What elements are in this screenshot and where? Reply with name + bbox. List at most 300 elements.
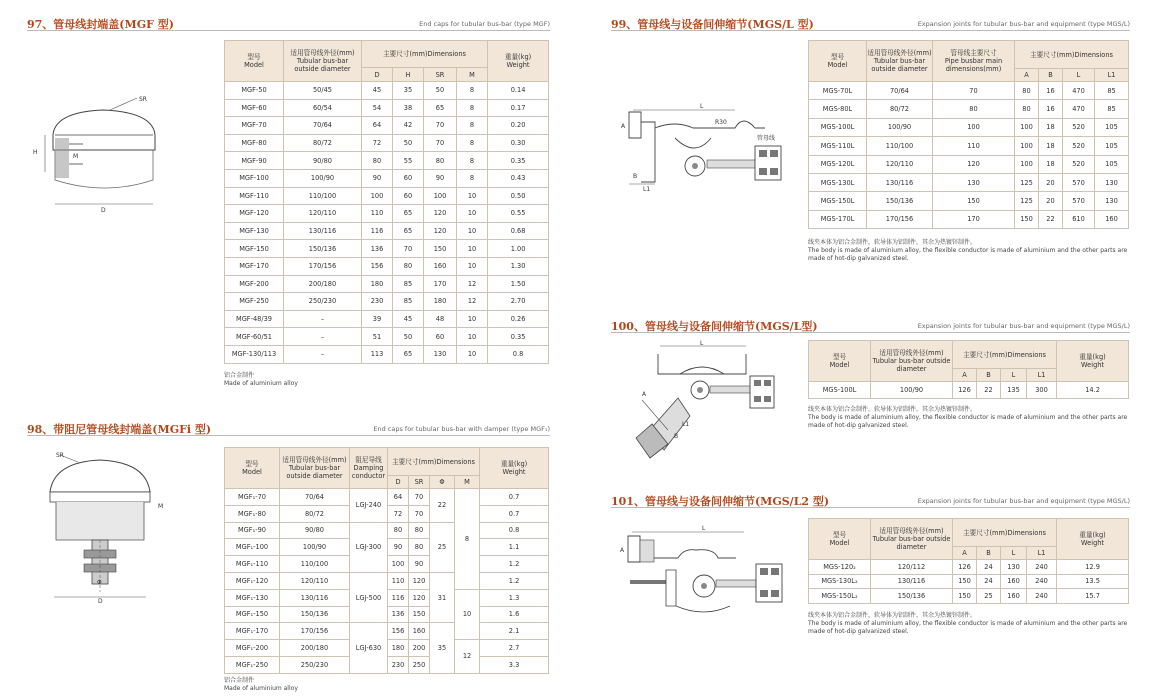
table-cell: 150 xyxy=(1015,210,1039,228)
table-cell: 65 xyxy=(393,205,424,223)
table-cell: 113 xyxy=(362,345,393,363)
l-label: L xyxy=(700,103,704,110)
table-cell: 300 xyxy=(1027,382,1057,399)
col-b: B xyxy=(977,547,1001,560)
table-row xyxy=(225,82,549,100)
table-row xyxy=(809,100,1129,118)
table-cell: 20 xyxy=(1039,192,1063,210)
table-cell: 80 xyxy=(409,522,430,539)
col-dimensions: 主要尺寸(mm)Dimensions xyxy=(1015,41,1129,69)
sr-label: SR xyxy=(56,452,64,459)
table-cell: MGF-150 xyxy=(225,240,284,258)
table-cell: 60 xyxy=(393,187,424,205)
section-100-english-title: Expansion joints for tubular bus-bar and equipment (type MGS/L) xyxy=(917,322,1130,330)
table-row xyxy=(225,328,549,346)
table-cell: 100/90 xyxy=(871,382,953,399)
table-cell: 0.14 xyxy=(488,82,549,100)
table-cell: 24 xyxy=(977,574,1001,589)
table-cell: 15.7 xyxy=(1057,589,1129,604)
table-cell: 110/100 xyxy=(280,556,350,573)
section-101-english-title: Expansion joints for tubular bus-bar and equipment (type MGS/L) xyxy=(917,497,1130,505)
table-row xyxy=(809,82,1129,100)
table-cell: 80/72 xyxy=(284,134,362,152)
l1-label: L1 xyxy=(643,186,651,193)
table-cell: MGS-150L xyxy=(809,192,867,210)
table-cell: – xyxy=(284,328,362,346)
table-cell: 60 xyxy=(424,328,457,346)
section-100-rule xyxy=(611,332,1130,333)
mgs-l2-spec-table xyxy=(808,518,1129,604)
table-cell: 570 xyxy=(1063,173,1095,191)
col-l: L xyxy=(1001,547,1027,560)
d-label: D xyxy=(101,207,106,214)
table-cell: 48 xyxy=(424,310,457,328)
col-b: B xyxy=(977,369,1001,382)
table-cell: 90/80 xyxy=(284,152,362,170)
table-cell: 80 xyxy=(1015,82,1039,100)
mgf-spec-table xyxy=(224,40,549,364)
table-cell: 160 xyxy=(1095,210,1129,228)
table-cell: 200 xyxy=(409,640,430,657)
table-cell: 90 xyxy=(388,539,409,556)
table-cell: 1.30 xyxy=(488,257,549,275)
section-100-title: 100、管母线与设备间伸缩节(MGS/L型) xyxy=(611,320,818,333)
table-row xyxy=(225,623,549,640)
table-cell: 60 xyxy=(393,169,424,187)
table-cell: 100 xyxy=(362,187,393,205)
table-cell: 120 xyxy=(424,222,457,240)
table-cell: 105 xyxy=(1095,155,1129,173)
table-cell: LGJ-300 xyxy=(350,522,388,572)
table-cell: 10 xyxy=(455,589,480,639)
table-cell: 120/112 xyxy=(871,560,953,575)
table-cell: MGF-130/113 xyxy=(225,345,284,363)
table-cell: 51 xyxy=(362,328,393,346)
table-cell: MGF₁-80 xyxy=(225,505,280,522)
table-cell: 0.20 xyxy=(488,117,549,135)
col-l1: L1 xyxy=(1095,69,1129,82)
table-cell: 130 xyxy=(1095,173,1129,191)
table-cell: 1.1 xyxy=(480,539,549,556)
table-row xyxy=(225,505,549,522)
table-cell: 45 xyxy=(362,82,393,100)
table-cell: 2.7 xyxy=(480,640,549,657)
col-weight: 重量(kg) Weight xyxy=(488,41,549,82)
table-row xyxy=(809,155,1129,173)
table-cell: MGF₁-90 xyxy=(225,522,280,539)
section-99-rule xyxy=(611,30,1130,31)
table-cell: 20 xyxy=(1039,173,1063,191)
table-cell: 200/180 xyxy=(280,640,350,657)
tube-label: 管母线 xyxy=(757,135,776,142)
table-cell: 2.1 xyxy=(480,623,549,640)
table-cell: 136 xyxy=(388,606,409,623)
table-cell: 126 xyxy=(953,560,977,575)
table-cell: 100 xyxy=(424,187,457,205)
table-cell: 31 xyxy=(430,572,455,622)
table-cell: 2.70 xyxy=(488,293,549,311)
table-cell: MGF-130 xyxy=(225,222,284,240)
table-cell: 80 xyxy=(409,539,430,556)
table-cell: 8 xyxy=(457,82,488,100)
table-cell: 90 xyxy=(362,169,393,187)
table-cell: 180 xyxy=(362,275,393,293)
col-damping-conductor: 阻尼导线 Damping conductor xyxy=(350,448,388,489)
col-outside-diameter: 适用管母线外径(mm) Tubular bus-bar outside diameter xyxy=(867,41,933,82)
table-cell: 150 xyxy=(933,192,1015,210)
table-cell: MGS-150L₂ xyxy=(809,589,871,604)
table-cell: MGF-110 xyxy=(225,187,284,205)
table-cell: 120 xyxy=(409,589,430,606)
table-cell: 64 xyxy=(362,117,393,135)
table-cell: 100 xyxy=(933,118,1015,136)
table-cell: MGF-120 xyxy=(225,205,284,223)
table-cell: 55 xyxy=(393,152,424,170)
table-cell: MGF-90 xyxy=(225,152,284,170)
table-cell: 18 xyxy=(1039,118,1063,136)
table-cell: 8 xyxy=(457,134,488,152)
table-cell: MGF-60/51 xyxy=(225,328,284,346)
table-cell: MGF-200 xyxy=(225,275,284,293)
table-row xyxy=(225,275,549,293)
a-label: A xyxy=(642,391,647,398)
table-row xyxy=(225,656,549,673)
col-model: 型号 Model xyxy=(809,41,867,82)
table-cell: 35 xyxy=(430,623,455,673)
table-cell: 24 xyxy=(977,560,1001,575)
damper-end-cap-drawing xyxy=(40,452,170,604)
table-row xyxy=(225,205,549,223)
table-row xyxy=(225,222,549,240)
table-cell: 85 xyxy=(393,275,424,293)
col-outside-diameter: 适用管母线外径(mm) Tubular bus-bar outside diameter xyxy=(871,519,953,560)
table-row xyxy=(225,522,549,539)
table-cell: 1.3 xyxy=(480,589,549,606)
table-cell: 100/90 xyxy=(280,539,350,556)
table-cell: 160 xyxy=(424,257,457,275)
table-cell: 230 xyxy=(362,293,393,311)
table-cell: 240 xyxy=(1027,560,1057,575)
table-cell: MGF₁-250 xyxy=(225,656,280,673)
table-cell: – xyxy=(284,310,362,328)
table-cell: MGF-50 xyxy=(225,82,284,100)
table-cell: 126 xyxy=(953,382,977,399)
table-cell: 38 xyxy=(393,99,424,117)
table-cell: 150 xyxy=(953,589,977,604)
table-cell: 125 xyxy=(1015,173,1039,191)
table-cell: 70 xyxy=(409,505,430,522)
table-cell: 0.8 xyxy=(488,345,549,363)
col-dimensions: 主要尺寸(mm)Dimensions xyxy=(953,341,1057,369)
table-cell: 110/100 xyxy=(867,137,933,155)
table-row xyxy=(809,574,1129,589)
table-cell: 70/64 xyxy=(867,82,933,100)
table-cell: 570 xyxy=(1063,192,1095,210)
section-97-title: 97、管母线封端盖(MGF 型) xyxy=(27,18,174,31)
table-cell: 160 xyxy=(1001,589,1027,604)
col-d: D xyxy=(362,68,393,82)
table-row xyxy=(809,210,1129,228)
table-row xyxy=(225,572,549,589)
table-cell: 170/156 xyxy=(867,210,933,228)
table-cell: 240 xyxy=(1027,574,1057,589)
table-cell: 520 xyxy=(1063,155,1095,173)
col-dimensions: 主要尺寸(mm)Dimensions xyxy=(388,448,480,476)
table-cell: 0.55 xyxy=(488,205,549,223)
table-cell: 130 xyxy=(424,345,457,363)
table-cell: 150/136 xyxy=(284,240,362,258)
table-cell: 16 xyxy=(1039,82,1063,100)
b-label: B xyxy=(633,173,638,180)
table-cell: 12.9 xyxy=(1057,560,1129,575)
table-cell: 0.8 xyxy=(480,522,549,539)
table-row xyxy=(225,539,549,556)
table-cell: 116 xyxy=(362,222,393,240)
table-cell: 0.35 xyxy=(488,152,549,170)
table-cell: 130/116 xyxy=(867,173,933,191)
table-cell: 100/90 xyxy=(284,169,362,187)
col-l1: L1 xyxy=(1027,369,1057,382)
table-cell: 250/230 xyxy=(280,656,350,673)
table-cell: 0.7 xyxy=(480,489,549,506)
table-cell: 120/110 xyxy=(280,572,350,589)
table-cell: 180 xyxy=(388,640,409,657)
table-cell: 130/116 xyxy=(280,589,350,606)
table-cell: MGS-80L xyxy=(809,100,867,118)
col-outside-diameter: 适用管母线外径(mm) Tubular bus-bar outside diameter xyxy=(280,448,350,489)
table-cell: 10 xyxy=(457,187,488,205)
m-label: M xyxy=(158,503,164,510)
col-a: A xyxy=(953,369,977,382)
table-row xyxy=(225,489,549,506)
table-cell: 120/110 xyxy=(867,155,933,173)
table-cell: MGF₁-70 xyxy=(225,489,280,506)
table-cell: 85 xyxy=(1095,100,1129,118)
table-cell: 105 xyxy=(1095,118,1129,136)
table-cell: 1.50 xyxy=(488,275,549,293)
table-cell: 54 xyxy=(362,99,393,117)
table-cell: 520 xyxy=(1063,137,1095,155)
table-row xyxy=(225,134,549,152)
table-cell: 0.17 xyxy=(488,99,549,117)
col-l: L xyxy=(1001,369,1027,382)
table-row xyxy=(225,257,549,275)
table-cell: 85 xyxy=(1095,82,1129,100)
col-model: 型号 Model xyxy=(809,341,871,382)
col-h: H xyxy=(393,68,424,82)
expansion-joint-drawing-100 xyxy=(628,340,788,465)
table-cell: MGF₁-100 xyxy=(225,539,280,556)
col-model: 型号 Model xyxy=(225,41,284,82)
table-cell: MGF₁-110 xyxy=(225,556,280,573)
section-100-note: 线夹本体为铝合金制件，软导体为铝制件，其余为热镀锌制件。 The body is made of aluminium alloy, the flexible conductor is made of aluminium and the other parts are made of hot-dip galvanized steel. xyxy=(808,406,1128,429)
table-cell: 470 xyxy=(1063,82,1095,100)
table-cell: 8 xyxy=(455,489,480,590)
section-99-title: 99、管母线与设备间伸缩节(MGS/L 型) xyxy=(611,18,814,31)
section-101-title: 101、管母线与设备间伸缩节(MGS/L2 型) xyxy=(611,495,830,508)
table-cell: 22 xyxy=(1039,210,1063,228)
table-cell: 22 xyxy=(430,489,455,523)
col-weight: 重量(kg) Weight xyxy=(1057,341,1129,382)
table-cell: 110 xyxy=(362,205,393,223)
section-101-note: 线夹本体为铝合金制件，软导体为铝制件，其余为热镀锌制件。 The body is made of aluminium alloy, the flexible conductor is made of aluminium and the other parts are made of hot-dip galvanized steel. xyxy=(808,612,1128,635)
table-cell: 0.43 xyxy=(488,169,549,187)
table-cell: 70 xyxy=(409,489,430,506)
table-row xyxy=(225,589,549,606)
table-cell: 10 xyxy=(457,310,488,328)
table-row xyxy=(225,152,549,170)
table-cell: 1.2 xyxy=(480,572,549,589)
table-cell: 80 xyxy=(362,152,393,170)
section-98-rule xyxy=(27,435,550,436)
table-cell: 0.30 xyxy=(488,134,549,152)
col-model: 型号 Model xyxy=(225,448,280,489)
table-cell: 16 xyxy=(1039,100,1063,118)
section-97-english-title: End caps for tubular bus-bar (type MGF) xyxy=(419,20,550,28)
table-row xyxy=(225,187,549,205)
table-cell: 80 xyxy=(388,522,409,539)
l-label: L xyxy=(702,525,706,532)
table-row xyxy=(225,117,549,135)
col-b: B xyxy=(1039,69,1063,82)
r30-label: R30 xyxy=(715,119,727,126)
table-cell: MGF-60 xyxy=(225,99,284,117)
table-cell: 10 xyxy=(457,205,488,223)
table-cell: MGS-110L xyxy=(809,137,867,155)
table-cell: 120 xyxy=(424,205,457,223)
table-cell: 120/110 xyxy=(284,205,362,223)
table-row xyxy=(809,192,1129,210)
table-cell: 170 xyxy=(424,275,457,293)
table-cell: 25 xyxy=(430,522,455,572)
table-cell: 13.5 xyxy=(1057,574,1129,589)
table-cell: 80 xyxy=(1015,100,1039,118)
table-cell: 10 xyxy=(457,240,488,258)
table-cell: 100 xyxy=(1015,137,1039,155)
l-label: L xyxy=(700,340,704,347)
table-row xyxy=(225,310,549,328)
table-cell: 1.6 xyxy=(480,606,549,623)
table-cell: 50 xyxy=(393,134,424,152)
d-label: D xyxy=(98,598,103,605)
expansion-joint-drawing-101 xyxy=(618,522,796,622)
col-a: A xyxy=(1015,69,1039,82)
table-cell: 110 xyxy=(388,572,409,589)
table-cell: 90 xyxy=(409,556,430,573)
table-cell: 65 xyxy=(424,99,457,117)
table-cell: 250 xyxy=(409,656,430,673)
table-row xyxy=(225,345,549,363)
table-row xyxy=(809,589,1129,604)
table-cell: MGF-250 xyxy=(225,293,284,311)
table-cell: 12 xyxy=(457,275,488,293)
table-cell: 8 xyxy=(457,99,488,117)
table-cell: 136 xyxy=(362,240,393,258)
table-cell: 116 xyxy=(388,589,409,606)
section-98-title: 98、带阻尼管母线封端盖(MGFi 型) xyxy=(27,423,212,436)
table-cell: 50 xyxy=(393,328,424,346)
table-cell: 0.68 xyxy=(488,222,549,240)
table-cell: 0.7 xyxy=(480,505,549,522)
table-cell: 230 xyxy=(388,656,409,673)
table-cell: 135 xyxy=(1001,382,1027,399)
section-98-note: 铝合金制件 Made of aluminium alloy xyxy=(224,677,298,692)
table-cell: 12 xyxy=(455,640,480,674)
table-cell: 160 xyxy=(1001,574,1027,589)
table-cell: MGF₁-200 xyxy=(225,640,280,657)
section-97-note: 铝合金制件 Made of aluminium alloy xyxy=(224,372,298,387)
table-cell: MGF-70 xyxy=(225,117,284,135)
table-cell: 14.2 xyxy=(1057,382,1129,399)
table-cell: 120 xyxy=(409,572,430,589)
table-cell: 70 xyxy=(424,134,457,152)
table-cell: 70 xyxy=(424,117,457,135)
table-cell: 156 xyxy=(362,257,393,275)
table-cell: 10 xyxy=(457,257,488,275)
table-row xyxy=(809,382,1129,399)
table-cell: 85 xyxy=(393,293,424,311)
table-cell: 8 xyxy=(457,117,488,135)
table-cell: 0.26 xyxy=(488,310,549,328)
table-cell: 150/136 xyxy=(280,606,350,623)
table-row xyxy=(225,99,549,117)
table-row xyxy=(809,560,1129,575)
table-cell: 72 xyxy=(388,505,409,522)
table-cell: 70/64 xyxy=(280,489,350,506)
table-cell: 50 xyxy=(424,82,457,100)
col-a: A xyxy=(953,547,977,560)
table-cell: 100/90 xyxy=(867,118,933,136)
table-cell: 8 xyxy=(457,169,488,187)
table-cell: 8 xyxy=(457,152,488,170)
table-cell: 80 xyxy=(393,257,424,275)
mgs-l-100-spec-table xyxy=(808,340,1129,399)
section-98-english-title: End caps for tubular bus-bar with damper (type MGF₁) xyxy=(373,425,550,433)
table-row xyxy=(225,556,549,573)
table-cell: 170 xyxy=(933,210,1015,228)
expansion-joint-drawing xyxy=(615,98,795,193)
table-cell: 170/156 xyxy=(284,257,362,275)
table-cell: 520 xyxy=(1063,118,1095,136)
table-cell: MGF-170 xyxy=(225,257,284,275)
col-weight: 重量(kg) Weight xyxy=(480,448,549,489)
phi-label: Φ xyxy=(97,579,102,586)
table-cell: 130/116 xyxy=(871,574,953,589)
col-outside-diameter: 适用管母线外径(mm) Tubular bus-bar outside diameter xyxy=(871,341,953,382)
section-99-english-title: Expansion joints for tubular bus-bar and equipment (type MGS/L) xyxy=(917,20,1130,28)
table-row xyxy=(225,293,549,311)
table-row xyxy=(225,640,549,657)
col-outside-diameter: 适用管母线外径(mm) Tubular bus-bar outside diameter xyxy=(284,41,362,82)
table-cell: 250/230 xyxy=(284,293,362,311)
table-cell: 100 xyxy=(1015,155,1039,173)
table-cell: 45 xyxy=(393,310,424,328)
table-row xyxy=(809,173,1129,191)
table-cell: 100 xyxy=(1015,118,1039,136)
table-cell: 100 xyxy=(388,556,409,573)
col-l: L xyxy=(1063,69,1095,82)
table-cell: 1.00 xyxy=(488,240,549,258)
col-d: D xyxy=(388,476,409,489)
a-label: A xyxy=(621,123,626,130)
section-99-note: 线夹本体为铝合金制件，软导体为铝制件，其余为热镀锌制件。 The body is made of aluminium alloy, the flexible conductor is made of aluminium and the other parts are made of hot-dip galvanized steel. xyxy=(808,239,1128,262)
table-cell: 39 xyxy=(362,310,393,328)
table-cell: 105 xyxy=(1095,137,1129,155)
table-cell: 65 xyxy=(393,222,424,240)
table-cell: 10 xyxy=(457,345,488,363)
table-row xyxy=(809,137,1129,155)
table-cell: 130 xyxy=(1095,192,1129,210)
